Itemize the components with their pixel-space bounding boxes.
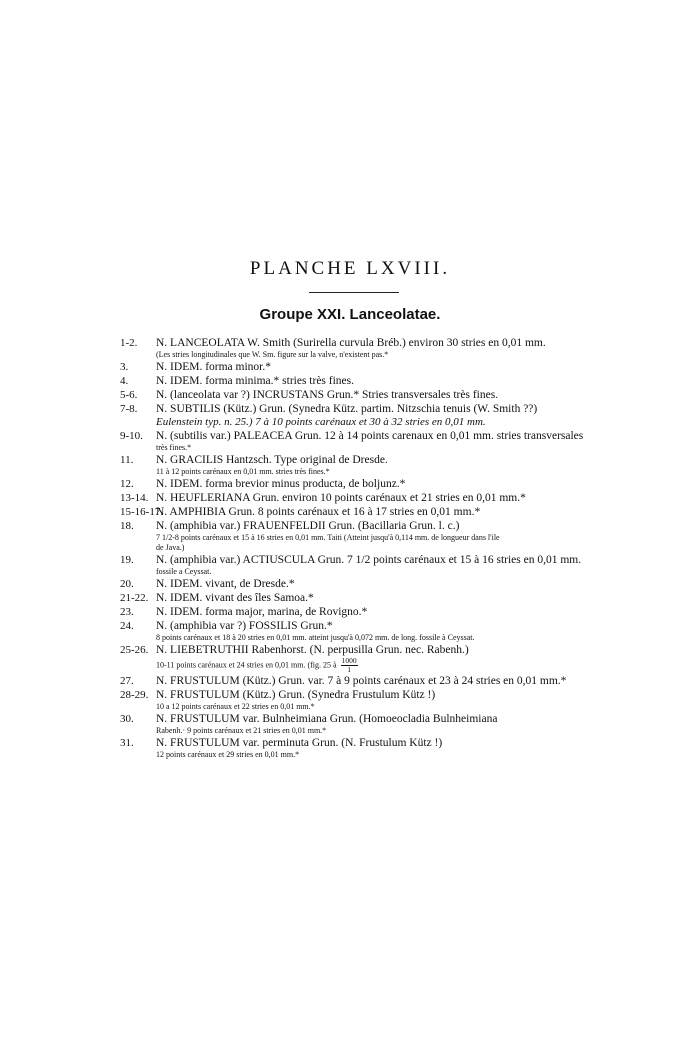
figure-number: 11. <box>120 454 134 466</box>
plate-title: PLANCHE LXVIII. <box>249 258 451 279</box>
entry-line: N. GRACILIS Hantzsch. Type original de Dresde. <box>156 454 388 466</box>
entry-note: 8 points carénaux et 18 à 20 stries en 0,01 mm. atteint jusqu'à 0,072 mm. de long. fossile à Ceyssat. <box>156 633 475 642</box>
list-item <box>120 675 585 688</box>
figure-number: 24. <box>120 620 134 632</box>
figure-number: 1-2. <box>120 337 138 349</box>
entry-line: N. (lanceolata var ?) INCRUSTANS Grun.* Stries transversales très fines. <box>156 389 499 401</box>
entry-line: N. IDEM. forma minima.* stries très fines. <box>156 375 355 387</box>
figure-number: 21-22. <box>120 592 149 604</box>
list-item <box>120 492 585 505</box>
entry-note: (Les stries longitudinales que W. Sm. figure sur la valve, n'existent pas.* <box>156 350 389 359</box>
entry-line: N. LIEBETRUTHII Rabenhorst. (N. perpusilla Grun. nec. Rabenh.) <box>156 644 469 656</box>
figure-number: 9-10. <box>120 430 143 442</box>
entry-line: N. IDEM. forma major, marina, de Rovigno.* <box>156 606 368 618</box>
entry-line: N. (amphibia var.) FRAUENFELDII Grun. (Bacillaria Grun. l. c.) <box>156 520 460 532</box>
figure-number: 13-14. <box>120 492 149 504</box>
fraction-numerator: 1000 <box>341 656 357 665</box>
entry-note: très fines.* <box>156 443 192 452</box>
list-item <box>120 620 585 643</box>
list-item <box>120 689 585 712</box>
entry-note: 12 points carénaux et 29 stries en 0,01 mm.* <box>156 750 300 759</box>
entry-line: N. IDEM. vivant des îles Samoa.* <box>156 592 314 604</box>
entry-line: N. SUBTILIS (Kütz.) Grun. (Synedra Kütz. partim. Nitzschia tenuis (W. Smith ??) <box>156 403 538 415</box>
entry-note: 11 à 12 points carénaux en 0,01 mm. stries très fines.* <box>156 467 330 476</box>
entry-note <box>156 657 585 674</box>
entry-line: N. IDEM. forma minor.* <box>156 361 271 373</box>
figure-number: 4. <box>120 375 129 387</box>
list-item <box>120 403 585 429</box>
list-item <box>120 389 585 402</box>
list-item <box>120 737 585 760</box>
list-item <box>120 592 585 605</box>
figure-number: 27. <box>120 675 134 687</box>
list-item <box>120 375 585 388</box>
list-item <box>120 554 585 577</box>
entry-line: N. FRUSTULUM var. Bulnheimiana Grun. (Homoeocladia Bulnheimiana <box>156 713 498 725</box>
fraction-denominator: 1 <box>347 665 351 674</box>
entry-note-continued: de Java.) <box>156 543 185 552</box>
figure-number: 5-6. <box>120 389 138 401</box>
list-item <box>120 713 585 736</box>
list-item <box>120 361 585 374</box>
entry-line: N. FRUSTULUM var. perminuta Grun. (N. Frustulum Kütz !) <box>156 737 443 749</box>
list-item <box>120 506 585 519</box>
list-item <box>120 478 585 491</box>
entry-line: N. LANCEOLATA W. Smith (Surirella curvula Bréb.) environ 30 stries en 0,01 mm. <box>156 337 546 349</box>
list-item <box>120 520 585 553</box>
figure-number: 15-16-17. <box>120 506 164 518</box>
entry-line: N. AMPHIBIA Grun. 8 points carénaux et 16 à 17 stries en 0,01 mm.* <box>156 506 481 518</box>
entry-line: N. FRUSTULUM (Kütz.) Grun. (Synedra Frustulum Kütz !) <box>156 689 436 701</box>
figure-number: 25-26. <box>120 644 149 656</box>
figure-number: 28-29. <box>120 689 149 701</box>
figure-number: 20. <box>120 578 134 590</box>
entry-note: fossile a Ceyssat. <box>156 567 212 576</box>
entry-note: 10 a 12 points carénaux et 22 stries en 0,01 mm.* <box>156 702 315 711</box>
entry-line: N. (amphibia var ?) FOSSILIS Grun.* <box>156 620 333 632</box>
entry-line: N. FRUSTULUM (Kütz.) Grun. var. 7 à 9 points carénaux et 23 à 24 stries en 0,01 mm.* <box>156 675 567 687</box>
entry-note-text: 10-11 points carénaux et 24 stries en 0,01 mm. (fig. 25 à <box>156 660 337 670</box>
figure-number: 3. <box>120 361 129 373</box>
entry-note: 7 1/2-8 points carénaux et 15 à 16 stries en 0,01 mm. Taiti (Atteint jusqu'à 0,114 mm. de longueur dans l'ile <box>156 533 500 542</box>
entry-note: Eulenstein typ. n. 25.) 7 à 10 points carénaux et 30 à 32 stries en 0,01 mm. <box>156 416 486 428</box>
figure-number: 31. <box>120 737 134 749</box>
entry-line: N. HEUFLERIANA Grun. environ 10 points carénaux et 21 stries en 0,01 mm.* <box>156 492 526 504</box>
list-item <box>120 644 585 674</box>
scale-fraction <box>341 657 358 674</box>
entry-line: N. (subtilis var.) PALEACEA Grun. 12 à 14 points carenaux en 0,01 mm. stries transversales <box>156 430 584 442</box>
entry-line: N. IDEM. vivant, de Dresde.* <box>156 578 295 590</box>
list-item <box>120 430 585 453</box>
entry-line: N. (amphibia var.) ACTIUSCULA Grun. 7 1/2 points carénaux et 15 à 16 stries en 0,01 mm. <box>156 554 582 566</box>
figure-number: 18. <box>120 520 134 532</box>
group-title: Groupe XXI. Lanceolatae. <box>259 306 441 323</box>
list-item <box>120 337 585 360</box>
species-list <box>120 337 585 761</box>
figure-number: 12. <box>120 478 134 490</box>
entry-line: N. IDEM. forma brevior minus producta, de boljunz.* <box>156 478 406 490</box>
entry-note: Rabenh.· 9 points carénaux et 21 stries en 0,01 mm.* <box>156 726 327 735</box>
figure-number: 7-8. <box>120 403 138 415</box>
title-divider <box>309 292 399 293</box>
figure-number: 19. <box>120 554 134 566</box>
list-item <box>120 454 585 477</box>
list-item <box>120 578 585 591</box>
figure-number: 23. <box>120 606 134 618</box>
figure-number: 30. <box>120 713 134 725</box>
list-item <box>120 606 585 619</box>
